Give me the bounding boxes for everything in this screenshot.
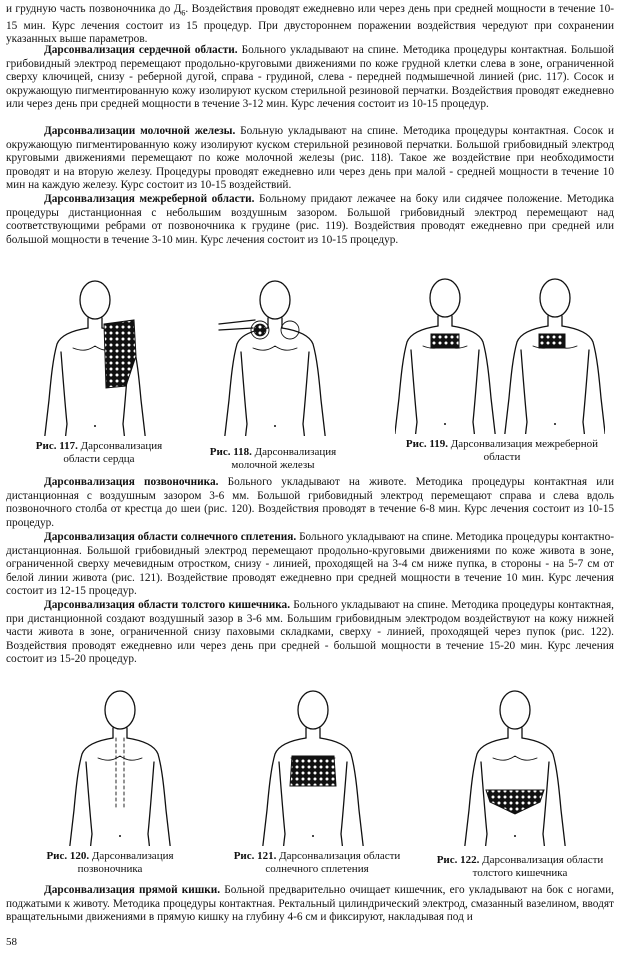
- heading-heart-area: Дарсонвализация сердечной области.: [44, 44, 238, 56]
- caption-figure-121: Рис. 121. Дарсонвализация области солнечного сплетения: [233, 850, 401, 875]
- heading-colon: Дарсонвализация области толстого кишечника.: [44, 599, 291, 611]
- figure-122-illustration: [460, 668, 570, 846]
- paragraph-intercostal: Дарсонвализация межреберной области. Больному придают лежачее на боку или сидячее положение. Методика процедуры дистанционная с небольшим воздушным зазором. Большой грибовидный электрод перемещают над соответствующими ребрами от позвоночника к грудине (рис. 119). Воздействия проводят ежедневно при средней или большой мощности в течение 3-10 мин. Курс лечения состоит из 10-15 процедур.: [6, 193, 614, 246]
- heading-spine: Дарсонвализация позвоночника.: [44, 476, 219, 488]
- heading-rectum: Дарсонвализация прямой кишки.: [44, 884, 221, 896]
- caption-figure-118: Рис. 118. Дарсонвализация молочной железы: [209, 446, 337, 471]
- figure-119-illustration: [395, 256, 605, 434]
- figure-121-illustration: [258, 668, 368, 846]
- page-number: 58: [6, 936, 17, 948]
- figure-117-illustration: [30, 258, 160, 436]
- paragraph-intro: и грудную часть позвоночника до $Д_6$. Воздействия проводят ежедневно или через день при средней мощности в течение 10-15 мин. Курс лечения состоит из 15 процедур. При двустороннем поражении воздействия чередуют при сохранении указанных выше параметров.: [6, 3, 614, 46]
- figure-118-illustration: [215, 258, 335, 436]
- caption-figure-120: Рис. 120. Дарсонвализация позвоночника: [46, 850, 174, 875]
- heading-solar-plexus: Дарсонвализация области солнечного сплетения.: [44, 531, 297, 543]
- caption-figure-122: Рис. 122. Дарсонвализация области толстого кишечника: [436, 854, 604, 879]
- paragraph-solar-plexus: Дарсонвализация области солнечного сплетения. Больного укладывают на спине. Методика процедуры контактно-дистанционная. Большой грибовидный электрод перемещают продольно-круговыми движениями по коже живота в зоне, ограниченной сверху мечевидным отростком, снизу - линией, проходящей на 3-4 см ниже пупка, в стороны - на 5-7 см от белой линии живота (рис. 121). Воздействие проводят ежедневно при средней мощности в течение 10 мин. Курс лечения состоит из 12-15 процедур.: [6, 531, 614, 598]
- paragraph-spine: Дарсонвализация позвоночника. Больного укладывают на животе. Методика процедуры контактная или дистанционная с воздушным зазором 3-6 мм. Большой грибовидный электрод перемещают справа и слева вдоль позвоночного столба от крестца до шеи (рис. 120). Воздействия проводят в течение 6-8 мин. Курс лечения состоит из 10-15 процедур.: [6, 476, 614, 529]
- heading-intercostal: Дарсонвализация межреберной области.: [44, 193, 255, 205]
- caption-figure-119: Рис. 119. Дарсонвализация межреберной области: [405, 438, 599, 463]
- paragraph-breast: Дарсонвализации молочной железы. Больную укладывают на спине. Методика процедуры контактная. Сосок и окружающую пигментированную кожу изолируют куском стерильной резиновой перчатки. Большой грибовидный электрод круговыми движениями перемещают по коже молочной железы (рис. 118). Такое же воздействие при необходимости проводят и на вторую железу. Процедуры проводят ежедневно или через день при малой - средней мощности в течение 10 мин на каждую железу. Курс состоит из 10-15 воздействий.: [6, 125, 614, 192]
- heading-breast: Дарсонвализации молочной железы.: [44, 125, 236, 137]
- paragraph-heart-area: Дарсонвализация сердечной области. Больного укладывают на спине. Методика процедуры контактная. Большой грибовидный электрод перемещают продольно-круговыми движениями по коже грудной клетки слева в зоне, ограниченной сверху ключицей, снизу - реберной дугой, справа - грудиной, слева - передней подмышечной линией (рис. 117). Сосок и окружающую пигментированную кожу изолируют куском стерильной резиновой перчатки. Воздействия проводят ежедневно или через день при средней мощности в течение 3-12 мин. Курс лечения состоит из 10-15 процедур.: [6, 44, 614, 111]
- paragraph-colon: Дарсонвализация области толстого кишечника. Больного укладывают на спине. Методика процедуры контактная, при дистанционной создают воздушный зазор в 3-6 мм. Большим грибовидным электродом воздействуют на кожу нижней части живота в зоне, ограниченной снизу паховыми складками, сверху - линией, проходящей через пупок (рис. 122). Воздействия проводят ежедневно или через день при средней - большой мощности в течение 15-20 мин. Курс лечения состоит из 15-20 процедур.: [6, 599, 614, 666]
- caption-figure-117: Рис. 117. Дарсонвализация области сердца: [35, 440, 163, 465]
- paragraph-rectum: Дарсонвализация прямой кишки. Больной предварительно очищает кишечник, его укладывают на бок с ногами, поджатыми к животу. Методика процедуры контактная. Ректальный цилиндрический электрод, смазанный вазелином, вводят вращательными движениями в прямую кишку на глубину 4-6 см и фиксируют, накладывая под и: [6, 884, 614, 924]
- figure-120-illustration: [65, 668, 175, 846]
